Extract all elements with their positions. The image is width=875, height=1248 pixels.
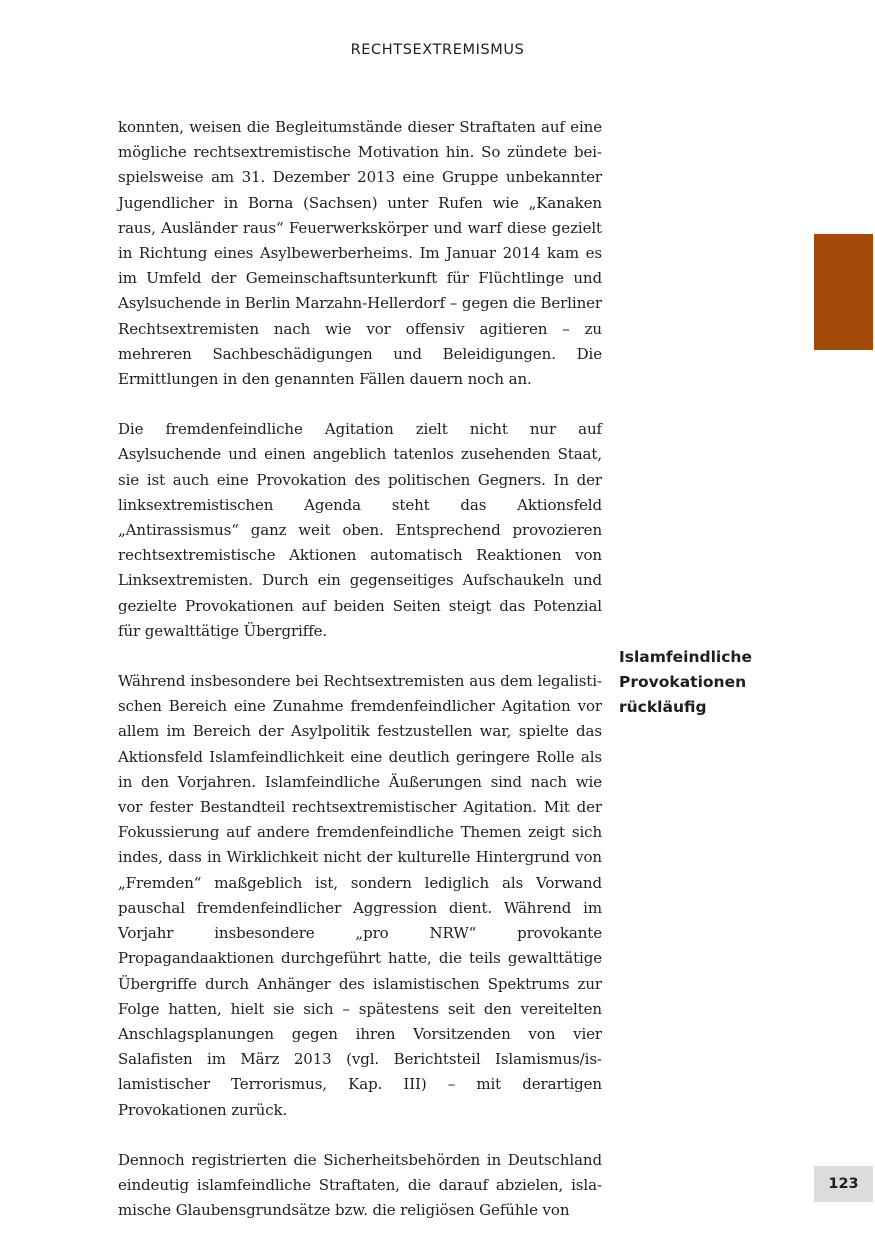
margin-note-line-2: Provokationen [619, 673, 747, 692]
body-text [118, 115, 602, 1248]
margin-note-line-1: Islamfeindliche [619, 648, 752, 666]
paragraph-1: konnten, weisen die Begleitumstände dieser Straftaten auf eine mögliche rechtsextremistische Motivation hin. So zündete beispielsweise am 31. Dezember 2013 eine Gruppe unbekannter Jugendlicher in Borna (Sachsen) unter Rufen wie „Kanaken raus, Ausländer raus“ Feuerwerkskörper und warf diese gezielt in Richtung eines Asylbewerberheims. Im Januar 2014 kam es im Umfeld der Gemeinschaftsunterkunft für Flüchtlinge und Asylsuchende in Berlin Marzahn-Hellerdorf – gegen die Berliner Rechtsextremisten nach wie vor offensiv agitieren – zu mehreren Sachbeschädigungen und Beleidigungen. Die Ermittlungen in den genannten Fällen dauern noch an. [118, 118, 602, 389]
paragraph-3: Während insbesondere bei Rechtsextremisten aus dem legalistischen Bereich eine Zunahme fremdenfeindlicher Agitation vor allem im Bereich der Asylpolitik festzustellen war, spielte das Aktionsfeld Islamfeindlichkeit eine deutlich geringere Rolle als in den Vorjahren. Islamfeindliche Äußerungen sind nach wie vor fester Bestandteil rechtsextremistischer Agitation. Mit der Fokussierung auf andere fremdenfeindliche Themen zeigt sich indes, dass in Wirklichkeit nicht der kulturelle Hintergrund von „Fremden“ maßgeblich ist, sondern lediglich als Vorwand pauschal fremdenfeindlicher Aggression dient. Während im Vorjahr insbesondere „pro NRW“ provokante Propagandaaktionen durchgeführt hatte, die teils gewalttätige Übergriffe durch Anhänger des islamistischen Spektrums zur Folge hatten, hielt sie sich – spätestens seit den vereitelten Anschlagsplanungen gegen ihren Vorsitzenden von vier Salafisten im März 2013 (vgl. Berichtsteil Islamismus/islamistischer Terrorismus, Kap. III) – mit derartigen Provokationen zurück. [118, 672, 602, 1119]
margin-note [619, 645, 779, 721]
page-number: 123 [814, 1166, 873, 1202]
margin-note-line-3: rückläufig [619, 698, 707, 717]
running-header: RECHTSEXTREMISMUS [350, 42, 525, 58]
paragraph-4: Dennoch registrierten die Sicherheitsbehörden in Deutschland eindeutig islamfeindliche Straftaten, die darauf abzielen, islamische Glaubensgrundsätze bzw. die religiösen Gefühle von [118, 1150, 602, 1220]
chapter-tab [814, 234, 873, 350]
paragraph-2: Die fremdenfeindliche Agitation zielt nicht nur auf Asylsuchende und einen angeblich tatenlos zusehenden Staat, sie ist auch eine Provokation des politischen Gegners. In der linksextremistischen Agenda steht das Aktionsfeld „Antirassismus“ ganz weit oben. Entsprechend provozieren rechtsextremistische Aktionen automatisch Reaktionen von Linksextremisten. Durch ein gegenseitiges Aufschaukeln und gezielte Provokationen auf beiden Seiten steigt das Potenzial für gewalttätige Übergriffe. [118, 420, 602, 640]
